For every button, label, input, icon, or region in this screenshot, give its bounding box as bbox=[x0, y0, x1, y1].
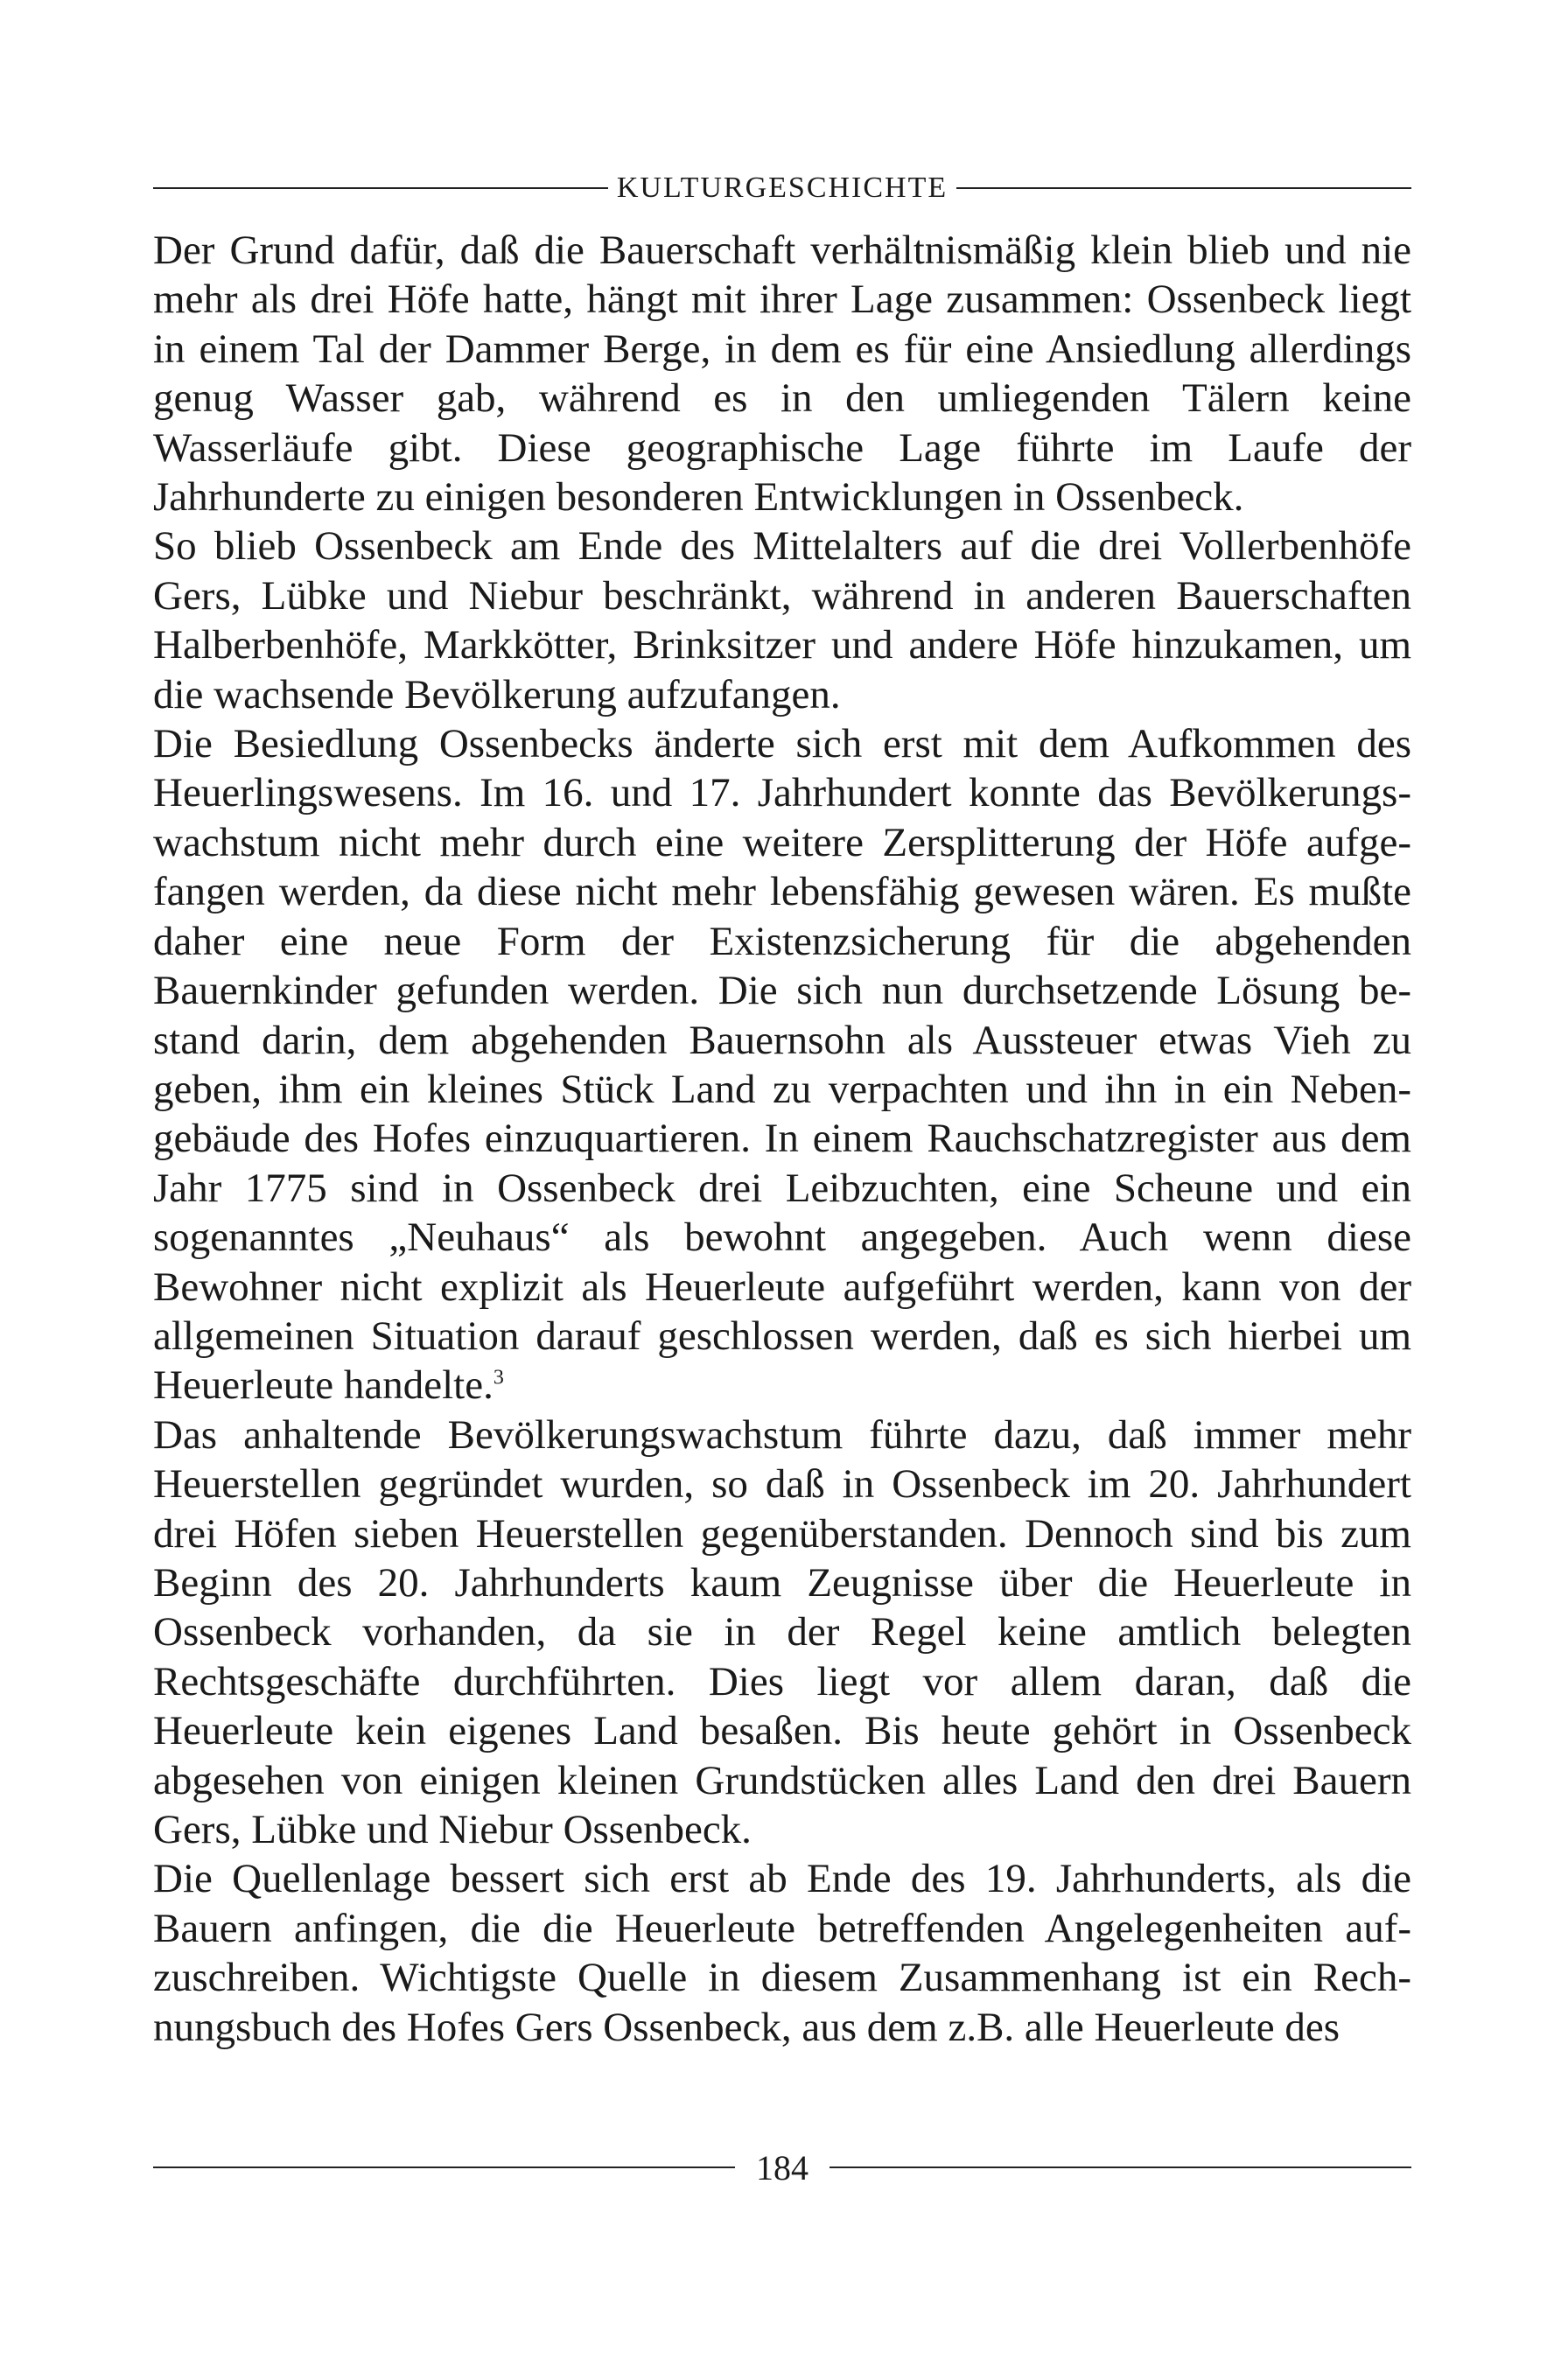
header-rule-left bbox=[153, 187, 608, 189]
paragraph-1: Der Grund dafür, daß die Bauerschaft verhältnismäßig klein blieb und nie mehr als drei Höfe hatte, hängt mit ihrer Lage zusammen: Ossenbeck liegt in einem Tal der Dammer Berge, in dem es für eine Ansiedlung allerdings genug Wasser gab, während es in den umliegenden Tälern keine Wasserläufe gibt. Diese geographische Lage führte im Laufe der Jahrhunderte zu einigen besonderen Entwicklungen in Ossenbeck. bbox=[153, 228, 1411, 521]
footer-rule-right bbox=[830, 2166, 1411, 2168]
header-rule-right bbox=[956, 187, 1411, 189]
paragraph-4: Das anhaltende Bevölkerungswachstum führte dazu, daß immer mehr Heuerstellen gegründet wurden, so daß in Ossenbeck im 20. Jahrhundert drei Höfen sieben Heuerstellen gegenüberstanden. Dennoch sind bis zum Beginn des 20. Jahrhunderts kaum Zeugnisse über die Heuerleute in Ossenbeck vorhanden, da sie in der Regel keine amtlich belegten Rechtsgeschäfte durchführten. Dies liegt vor allem daran, daß die Heuerleute kein eigenes Land besaßen. Bis heute gehört in Ossenbeck abgesehen von einigen kleinen Grundstücken alles Land den drei Bauern Gers, Lübke und Niebur Ossenbeck. bbox=[153, 1411, 1411, 1852]
running-head bbox=[153, 166, 1411, 210]
paragraph-3-text: Die Besiedlung Ossenbecks änderte sich erst mit dem Aufkommen des Heuerlingswesens. Im 16. und 17. Jahrhundert konnte das Bevölkerungswachstum nicht mehr durch eine weitere Zersplitterung der Höfe aufgefangen werden, da diese nicht mehr lebensfähig gewesen wären. Es mußte daher eine neue Form der Existenzsicherung für die abgehenden Bauernkinder gefunden werden. Die sich nun durchsetzende Lösung bestand darin, dem abgehenden Bauernsohn als Aussteuer etwas Vieh zu geben, ihm ein kleines Stück Land zu verpachten und ihn in ein Nebengebäude des Hofes einzuquartieren. In einem Rauchschatzregister aus dem Jahr 1775 sind in Ossenbeck drei Leibzuchten, eine Scheune und ein sogenanntes „Neuhaus“ als bewohnt angegeben. Auch wenn diese Bewohner nicht explizit als Heuerleute aufgeführt werden, kann von der allgemeinen Situation darauf geschlossen werden, daß es sich hierbei um Heuerleute handelte. bbox=[153, 721, 1411, 1409]
page-number: 184 bbox=[756, 2147, 808, 2188]
footnote-marker[interactable]: 3 bbox=[493, 1366, 504, 1390]
paragraph-5: Die Quellenlage bessert sich erst ab Ende des 19. Jahrhunderts, als die Bauern anfingen, die die Heuerleute betreffenden Angelegenheiten aufzuschreiben. Wichtigste Quelle in diesem Zusammenhang ist ein Rechnungsbuch des Hofes Gers Ossenbeck, aus dem z.B. alle Heuerleute des bbox=[153, 1856, 1411, 2050]
footer-rule-left bbox=[153, 2166, 735, 2168]
body-text bbox=[153, 226, 1411, 2052]
running-head-title: KULTURGESCHICHTE bbox=[616, 172, 948, 204]
paragraph-3 bbox=[153, 719, 1411, 1410]
page-footer bbox=[153, 2146, 1411, 2189]
paragraph-2: So blieb Ossenbeck am Ende des Mittelalters auf die drei Vollerbenhöfe Gers, Lübke und Niebur beschränkt, während in anderen Bauerschaften Halberbenhöfe, Markkötter, Brinksitzer und andere Höfe hinzukamen, um die wachsende Bevölkerung aufzufangen. bbox=[153, 523, 1411, 718]
